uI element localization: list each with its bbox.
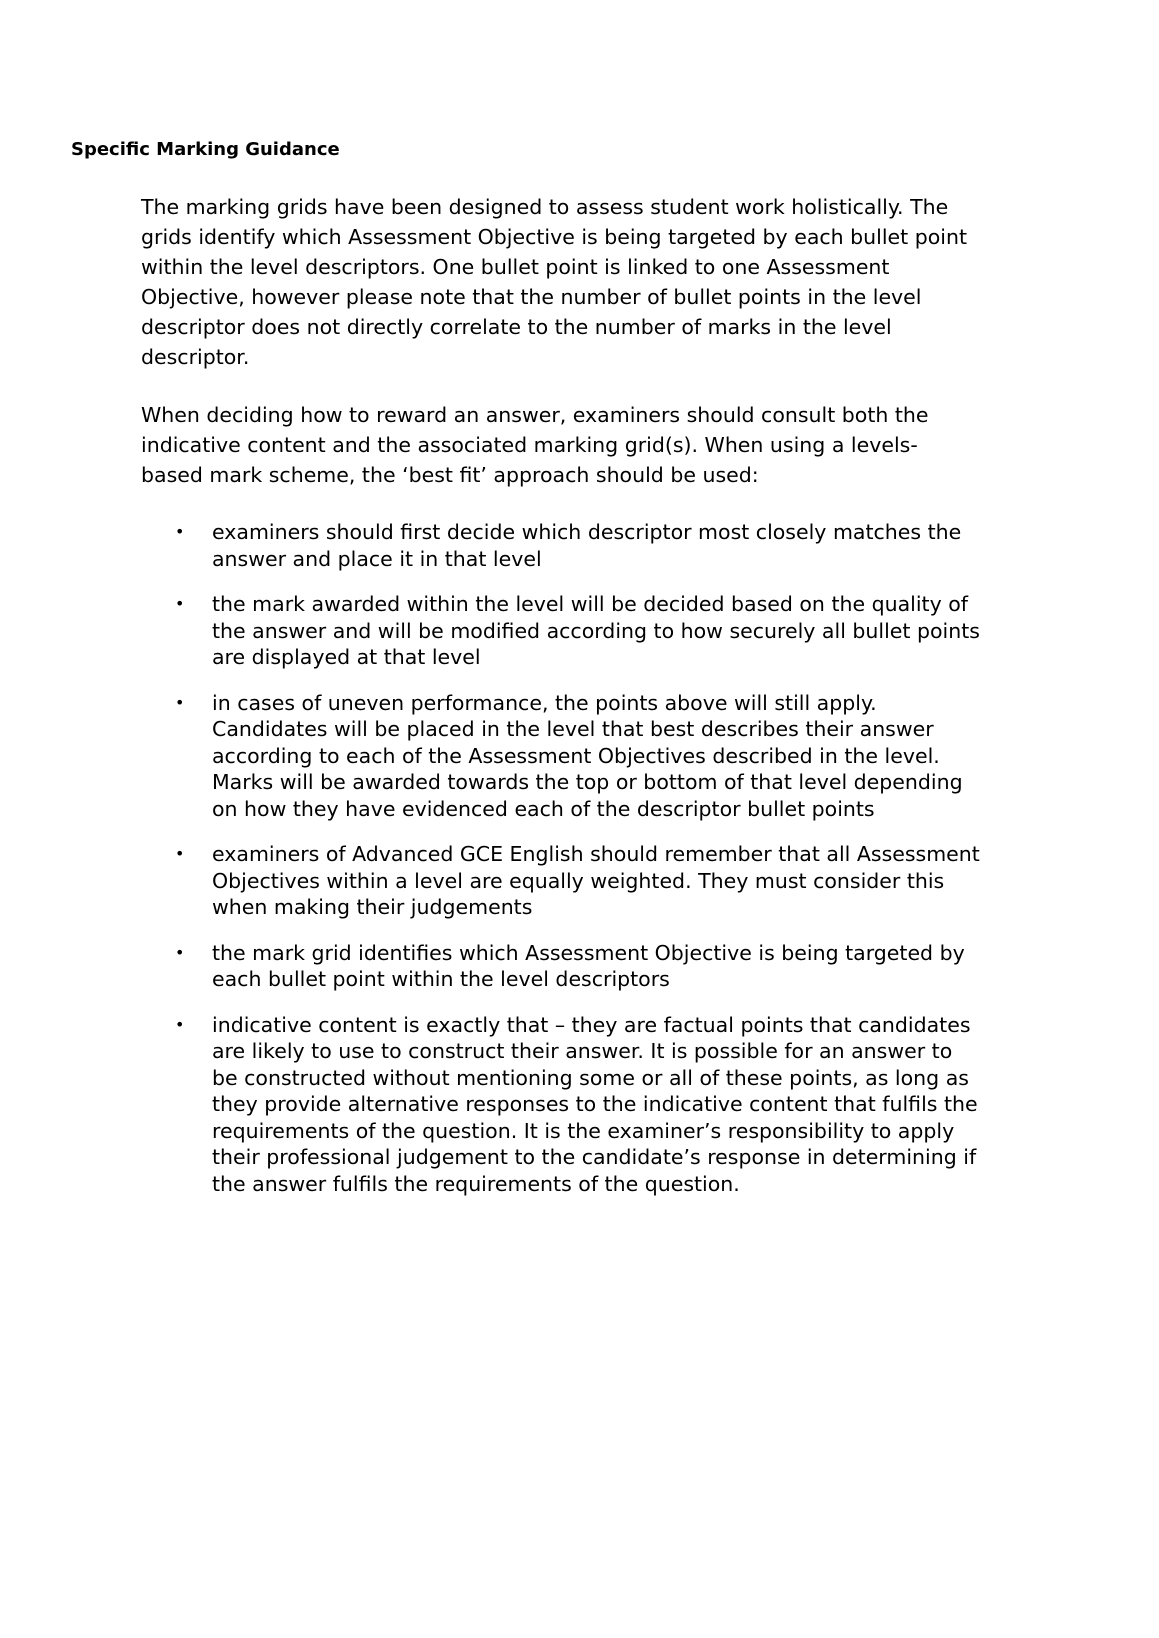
bullet-line: indicative content is exactly that – they are factual points that candidates [212,1012,971,1037]
bullet-line: Candidates will be placed in the level that best describes their answer [212,717,934,741]
paragraph-line: Objective, however please note that the number of bullet points in the level [141,285,922,309]
bullet-item [0,940,980,993]
bullet-line: they provide alternative responses to the indicative content that fulfils the [212,1092,978,1116]
bullet-icon: • [175,1014,185,1034]
bullet-line: on how they have evidenced each of the descriptor bullet points [212,796,875,821]
bullet-item [0,690,980,823]
paragraph-line: based mark scheme, the ‘best fit’ approach should be used: [141,463,759,487]
bullet-line: according to each of the Assessment Objectives described in the level. [212,743,940,768]
bullet-icon: • [175,942,185,962]
best-fit-paragraph [141,400,929,490]
bullet-line: are displayed at that level [212,645,481,669]
paragraph-line: descriptor. [141,345,250,369]
bullet-line: be constructed without mentioning some or all of these points, as long as [212,1065,969,1090]
bullet-line: the answer fulfils the requirements of the question. [212,1171,740,1196]
bullet-line: answer and place it in that level [212,546,542,571]
paragraph-line: descriptor does not directly correlate to the number of marks in the level [141,315,892,339]
bullet-item [0,841,980,921]
guidance-bullet-list [0,519,980,1216]
bullet-line: when making their judgements [212,895,533,919]
bullet-line: requirements of the question. It is the examiner’s responsibility to apply [212,1118,955,1143]
bullet-icon: • [175,522,185,541]
section-heading: Specific Marking Guidance [71,139,340,160]
bullet-icon: • [175,594,185,613]
bullet-item [0,1012,980,1198]
bullet-item [0,591,980,671]
paragraph-line: within the level descriptors. One bullet point is linked to one Assessment [141,255,890,279]
bullet-icon: • [175,692,185,712]
bullet-item [0,519,980,572]
bullet-line: are likely to use to construct their answer. It is possible for an answer to [212,1039,953,1063]
bullet-line: Objectives within a level are equally weighted. They must consider this [212,868,945,893]
bullet-line: Marks will be awarded towards the top or bottom of that level depending [212,770,963,794]
bullet-icon: • [175,844,185,863]
intro-paragraph [141,192,967,372]
bullet-line: the answer and will be modified according to how securely all bullet points [212,618,980,643]
bullet-line: the mark awarded within the level will be decided based on the quality of [212,592,969,616]
bullet-line: examiners of Advanced GCE English should remember that all Assessment [212,842,980,866]
bullet-line: their professional judgement to the candidate’s response in determining if [212,1145,977,1169]
paragraph-line: The marking grids have been designed to assess student work holistically. The [141,195,949,219]
paragraph-line: grids identify which Assessment Objective is being targeted by each bullet point [141,225,968,249]
bullet-line: in cases of uneven performance, the points above will still apply. [212,690,877,715]
bullet-line: each bullet point within the level descriptors [212,967,670,991]
bullet-line: examiners should first decide which descriptor most closely matches the [212,520,962,544]
paragraph-line: indicative content and the associated marking grid(s). When using a levels- [141,433,918,457]
paragraph-line: When deciding how to reward an answer, examiners should consult both the [141,403,929,427]
bullet-line: the mark grid identifies which Assessment Objective is being targeted by [212,940,965,965]
